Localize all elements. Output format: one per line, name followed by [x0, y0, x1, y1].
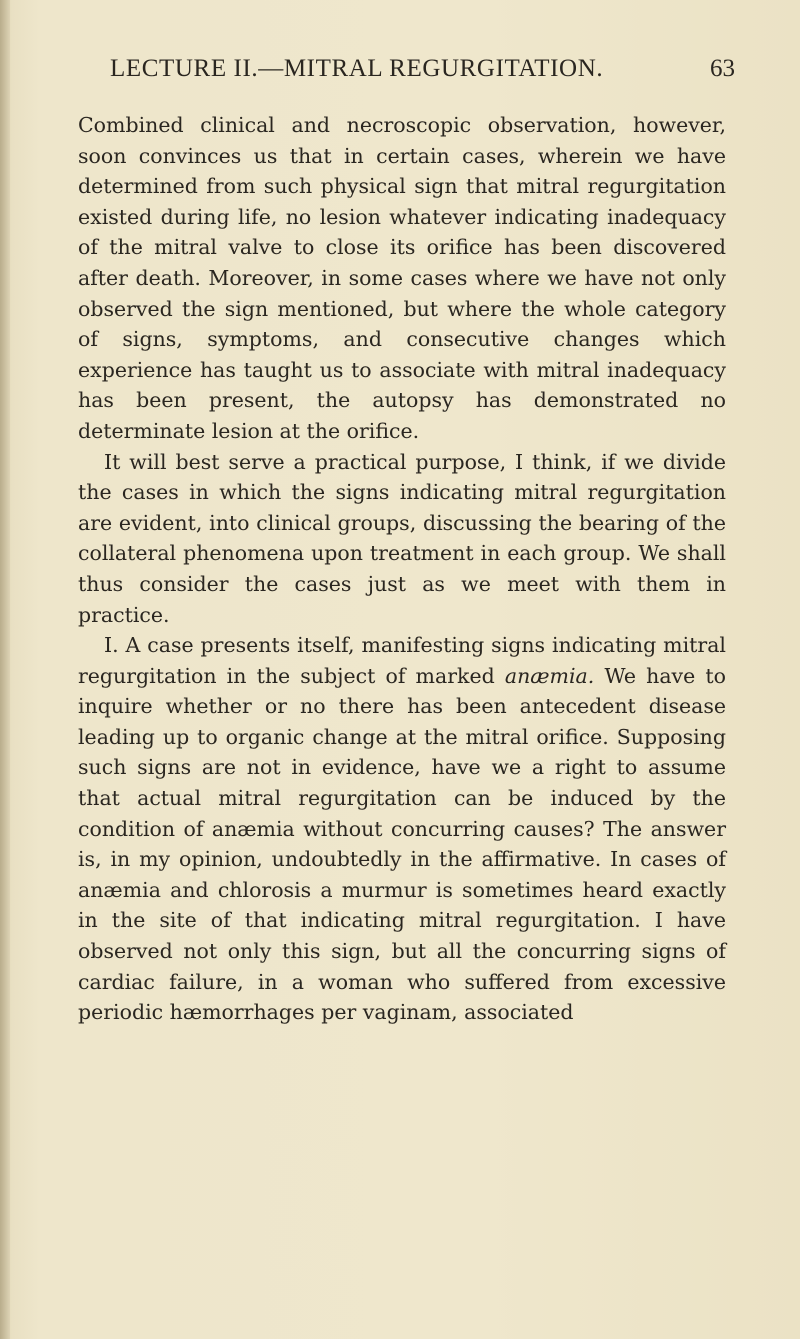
paragraph-3: [78, 630, 726, 1028]
page-number: 63: [710, 55, 735, 82]
body-text: [78, 110, 726, 1028]
paragraph-1: Combined clinical and necroscopic observation, however, soon convinces us that in certain cases, wherein we have determined from such physical sign that mitral regurgitation existed during life, no lesion whatever indicating inadequacy of the mitral valve to close its orifice has been discovered after death. Moreover, in some cases where we have not only observed the sign mentioned, but where the whole category of signs, symptoms, and consecutive changes which experience has taught us to associate with mitral inadequacy has been present, the autopsy has demonstrated no determinate lesion at the orifice.: [78, 113, 726, 443]
paragraph-3-start: I. A case presents itself, manifesting signs indicating mitral regurgitation in the subject of marked: [78, 633, 726, 688]
paragraph-2: It will best serve a practical purpose, I think, if we divide the cases in which the signs indicating mitral regurgitation are evident, into clinical groups, discussing the bearing of the collateral phenomena upon treatment in each group. We shall thus consider the cases just as we meet with them in practice.: [78, 449, 726, 627]
page-header: [60, 55, 740, 91]
emphasis-anaemia: anæmia.: [504, 663, 595, 688]
paragraph-3-rest: We have to inquire whether or no there has been antecedent disease leading up to organic change at the mitral orifice. Supposing such signs are not in evidence, have we a right to assume that actual mitral regurgitation can be induced by the condition of anæmia without concurring causes? The answer is, in my opinion, undoubtedly in the affirmative. In cases of anæmia and chlorosis a murmur is sometimes heard exactly in the site of that indicating mitral regurgitation. I have observed not only this sign, but all the concurring signs of cardiac failure, in a woman who suffered from excessive periodic hæmorrhages per vaginam, associated: [78, 663, 726, 1025]
page-binding-edge: [0, 0, 10, 1339]
running-head: LECTURE II.—MITRAL REGURGITATION.: [110, 55, 604, 82]
